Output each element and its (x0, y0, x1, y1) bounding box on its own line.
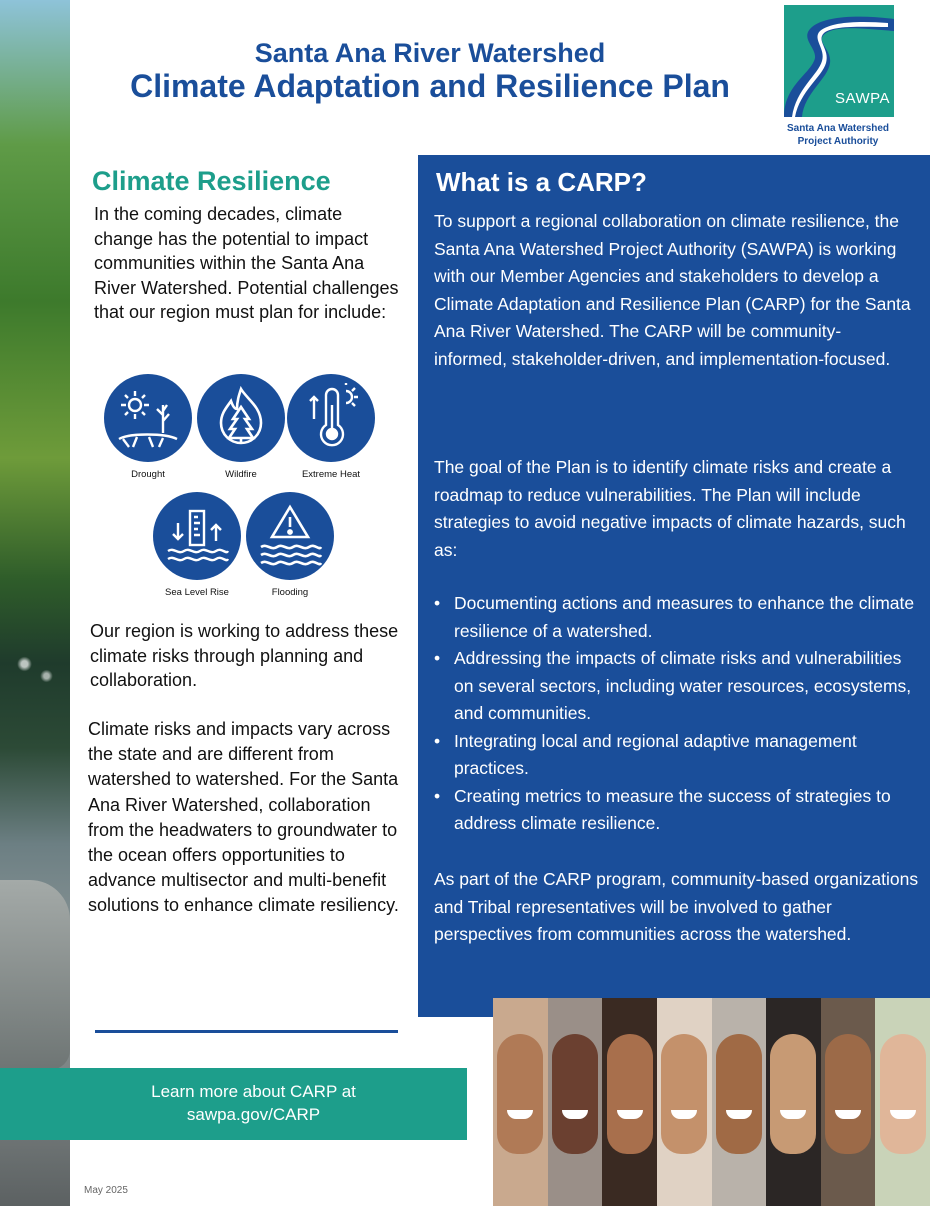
climate-risks-paragraph: Climate risks and impacts vary across the state and are different from watershed to watershed. For the Santa Ana River Watershed, collaboration from the headwaters to groundwater to the ocean offers opportunities to advance multisector and multi-benefit solutions to enhance climate resiliency. (88, 719, 399, 916)
community-faces-photo (493, 998, 930, 1206)
sawpa-logo (784, 5, 894, 117)
extreme-heat-icon (287, 374, 375, 462)
climate-resilience-intro: In the coming decades, climate change has the potential to impact communities within the Santa Ana River Watershed. Potential challenges that our region must plan for include: (94, 204, 399, 322)
logo-caption-line-2: Project Authority (797, 136, 879, 147)
hazard-label: Extreme Heat (301, 469, 361, 480)
publication-date: May 2025 (84, 1185, 128, 1196)
page-title (70, 38, 790, 104)
logo-caption (770, 122, 906, 148)
title-line-1: Santa Ana River Watershed (254, 38, 606, 68)
list-item: • Creating metrics to measure the success of strategies to address climate resilience. (434, 783, 918, 838)
list-item: • Documenting actions and measures to enhance the climate resilience of a watershed. (434, 590, 918, 645)
face-photo (766, 998, 821, 1206)
carp-link[interactable]: sawpa.gov/CARP (186, 1105, 321, 1124)
face-photo (657, 998, 712, 1206)
what-is-carp-heading: What is a CARP? (436, 167, 647, 197)
hazard-icons (100, 374, 385, 604)
plan-goal-paragraph: The goal of the Plan is to identify climate risks and create a roadmap to reduce vulnerabilities. The Plan will include strategies to avoid negative impacts of climate hazards, such as: (434, 457, 906, 560)
face-photo (493, 998, 548, 1206)
flooding-icon (246, 492, 334, 580)
hazard-flooding (235, 492, 345, 598)
logo-wordmark: SAWPA (834, 90, 890, 107)
community-paragraph: As part of the CARP program, community-based organizations and Tribal representatives will be involved to gather perspectives from communities across the watershed. (434, 869, 919, 944)
climate-resilience-heading: Climate Resilience (92, 166, 331, 196)
drought-icon (104, 374, 192, 462)
carp-description-paragraph: To support a regional collaboration on climate resilience, the Santa Ana Watershed Project Authority (SAWPA) is working with our Member Agencies and stakeholders to develop a Climate Adaptation and Resilience Plan (CARP) for the Santa Ana River Watershed. The CARP will be community-informed, stakeholder-driven, and implementation-focused. (434, 211, 911, 369)
what-is-carp-panel (418, 155, 930, 1017)
hazard-label: Sea Level Rise (165, 587, 229, 598)
hazard-extreme-heat (276, 374, 386, 480)
logo-caption-line-1: Santa Ana Watershed (786, 123, 890, 134)
region-working-paragraph: Our region is working to address these climate risks through planning and collaboration. (90, 621, 399, 690)
hazard-label: Wildfire (225, 469, 257, 480)
hazard-label: Drought (131, 469, 165, 480)
learn-more-banner (0, 1068, 467, 1140)
strategy-list (434, 590, 918, 838)
face-photo (712, 998, 767, 1206)
face-photo (821, 998, 876, 1206)
hazard-label: Flooding (271, 587, 309, 598)
water-reflection (8, 640, 63, 700)
learn-more-text: Learn more about CARP at (151, 1082, 356, 1101)
divider-line (95, 1030, 398, 1033)
rock-shape (0, 880, 70, 1070)
nature-photo (0, 0, 70, 1206)
face-photo (602, 998, 657, 1206)
face-photo (548, 998, 603, 1206)
list-item: • Addressing the impacts of climate risks and vulnerabilities on several sectors, including water resources, ecosystems, and communities. (434, 645, 918, 728)
face-photo (875, 998, 930, 1206)
wildfire-icon (197, 374, 285, 462)
title-line-2: Climate Adaptation and Resilience Plan (130, 68, 730, 104)
list-item: • Integrating local and regional adaptive management practices. (434, 728, 918, 783)
sea-level-rise-icon (153, 492, 241, 580)
